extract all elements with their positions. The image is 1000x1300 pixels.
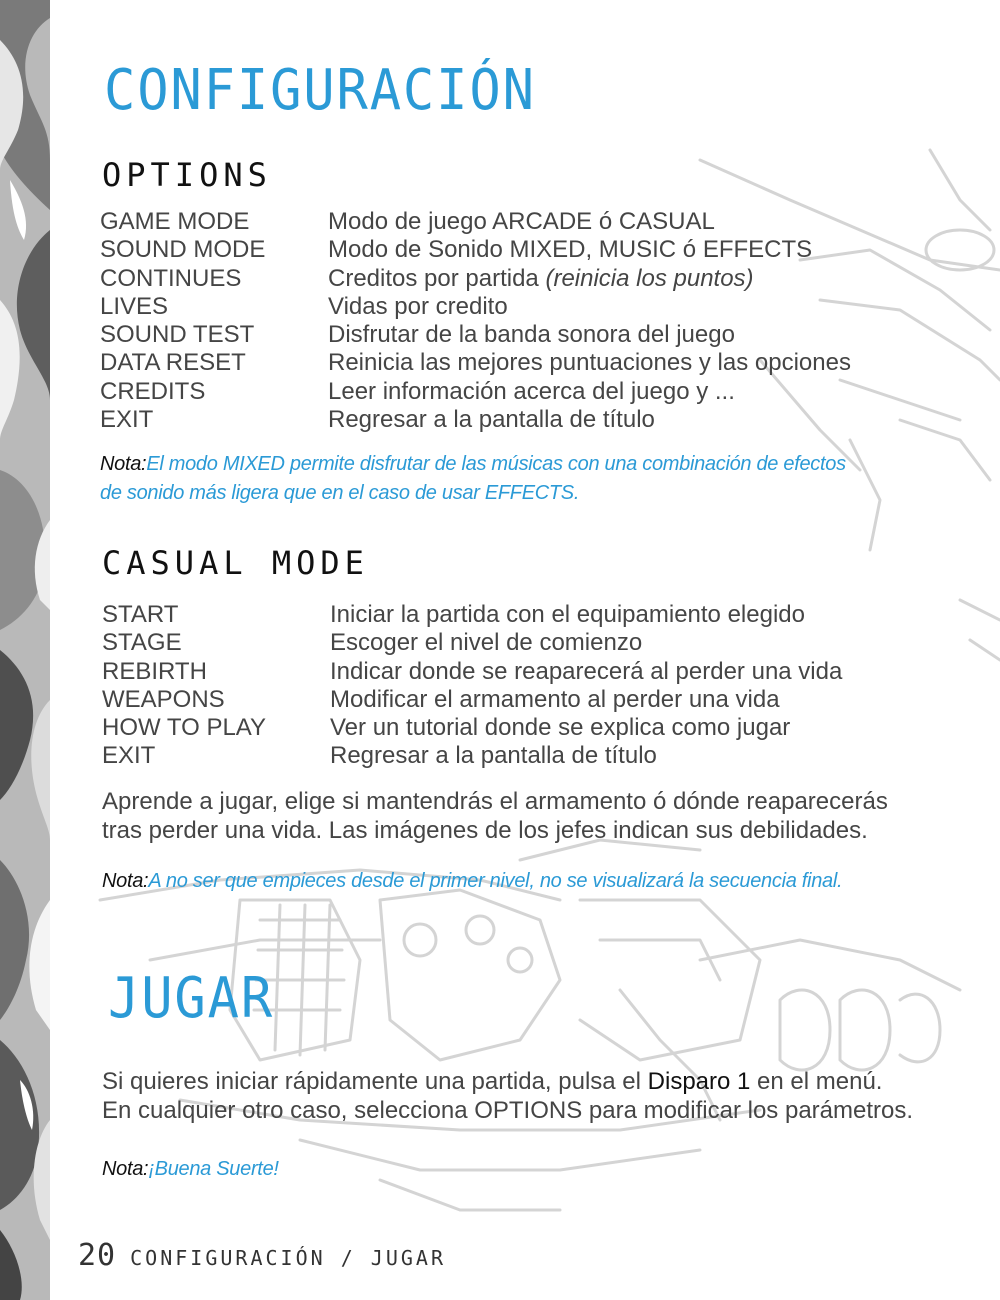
option-desc: Escoger el nivel de comienzo — [330, 629, 643, 657]
casual-row — [102, 601, 842, 629]
option-key: CONTINUES — [100, 264, 242, 292]
option-desc: Indicar donde se reaparecerá al perder una vida — [330, 657, 843, 685]
option-key: EXIT — [102, 742, 156, 770]
options-row — [100, 378, 851, 406]
option-key: STAGE — [102, 629, 182, 657]
options-row — [100, 321, 851, 349]
option-key: GAME MODE — [100, 208, 250, 235]
option-key: EXIT — [100, 406, 154, 434]
option-key: WEAPONS — [102, 685, 225, 713]
option-key: CREDITS — [100, 377, 206, 405]
paragraph-line: tras perder una vida. Las imágenes de los jefes indican sus debilidades. — [102, 816, 868, 844]
option-note: (reinicia los puntos) — [545, 264, 754, 292]
jugar-paragraph — [102, 1068, 913, 1125]
paragraph-line: Aprende a jugar, elige si mantendrás el armamento ó dónde reaparecerás — [102, 788, 888, 815]
casual-row — [102, 658, 842, 686]
page-footer — [78, 1238, 446, 1273]
casual-row — [102, 742, 842, 770]
options-row — [100, 406, 851, 434]
option-key: REBIRTH — [102, 657, 207, 685]
option-desc: Regresar a la pantalla de título — [328, 406, 655, 434]
option-key: DATA RESET — [100, 349, 246, 377]
option-desc: Creditos por partida (reinicia los puntos) — [328, 264, 754, 292]
note-text: ¡Buena Suerte! — [148, 1158, 279, 1180]
option-desc: Reinicia las mejores puntuaciones y las opciones — [328, 349, 851, 377]
casual-mode-heading: CASUAL MODE — [102, 544, 369, 582]
option-desc: Ver un tutorial donde se explica como jugar — [330, 714, 791, 742]
section-title-jugar: JUGAR — [108, 966, 275, 1031]
note-text: A no ser que empieces desde el primer nivel, no se visualizará la secuencia final. — [148, 870, 843, 892]
note-label: Nota: — [102, 870, 149, 892]
casual-row — [102, 714, 842, 742]
jugar-note — [102, 1155, 279, 1184]
options-note — [100, 450, 846, 507]
option-desc: Modo de juego ARCADE ó CASUAL — [328, 208, 715, 235]
options-row — [100, 208, 851, 236]
section-title-configuracion: CONFIGURACIÓN — [104, 58, 536, 123]
option-desc: Leer información acerca del juego y ... — [328, 377, 735, 405]
note-label: Nota: — [102, 1158, 149, 1180]
note-label: Nota: — [100, 453, 147, 475]
options-row — [100, 236, 851, 264]
paragraph-line: En cualquier otro caso, selecciona OPTIONS para modificar los parámetros. — [102, 1096, 914, 1124]
casual-note — [102, 867, 842, 896]
options-heading: OPTIONS — [102, 156, 272, 194]
option-key: START — [102, 601, 179, 628]
option-key: HOW TO PLAY — [102, 714, 267, 742]
option-key: SOUND MODE — [100, 236, 266, 264]
options-row — [100, 293, 851, 321]
fire-button-highlight: Disparo 1 — [647, 1068, 751, 1095]
casual-row — [102, 686, 842, 714]
option-desc: Regresar a la pantalla de título — [330, 742, 657, 770]
note-text: de sonido más ligera que en el caso de usar EFFECTS. — [100, 481, 580, 504]
option-desc: Vidas por credito — [328, 292, 508, 320]
option-key: LIVES — [100, 292, 169, 320]
page-number: 20 — [78, 1238, 117, 1273]
options-row — [100, 265, 851, 293]
option-desc: Disfrutar de la banda sonora del juego — [328, 321, 735, 349]
note-text: El modo MIXED permite disfrutar de las músicas con una combinación de efectos — [146, 453, 846, 475]
option-key: SOUND TEST — [100, 321, 255, 349]
options-row — [100, 349, 851, 377]
casual-row — [102, 629, 842, 657]
option-desc: Modo de Sonido MIXED, MUSIC ó EFFECTS — [328, 236, 813, 264]
footer-section-title: CONFIGURACIÓN / JUGAR — [130, 1246, 446, 1270]
option-desc: Iniciar la partida con el equipamiento elegido — [330, 601, 805, 628]
casual-paragraph — [102, 788, 888, 845]
casual-table — [102, 601, 842, 771]
option-desc: Modificar el armamento al perder una vida — [330, 685, 780, 713]
paragraph-line: Si quieres iniciar rápidamente una partida, pulsa el Disparo 1 en el menú. — [102, 1068, 883, 1095]
options-table — [100, 208, 851, 434]
side-decoration-art — [0, 0, 50, 1300]
